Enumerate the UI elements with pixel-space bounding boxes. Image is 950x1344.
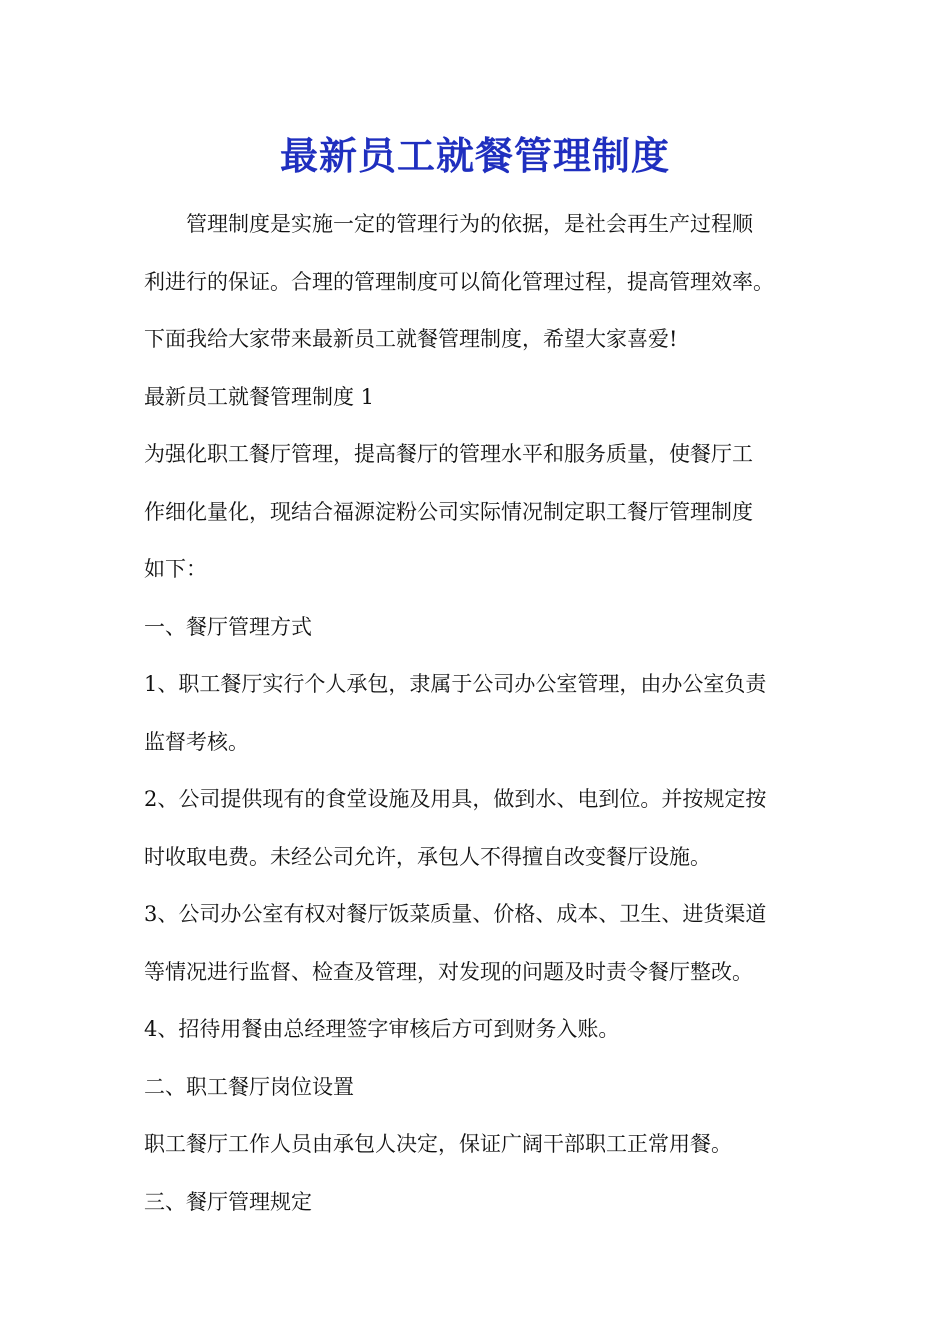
text-line: 为强化职工餐厅管理，提高餐厅的管理水平和服务质量，使餐厅工 [144,442,753,466]
list-item [144,886,814,1001]
list-item: 4、招待用餐由总经理签字审核后方可到财务入账。 [144,1017,620,1041]
text-line: 如下： [144,557,207,581]
text-line: 等情况进行监督、检查及管理，对发现的问题及时责令餐厅整改。 [144,959,753,984]
text-line: 职工餐厅工作人员由承包人决定，保证广阔干部职工正常用餐。 [144,1132,732,1156]
text-line: 2、公司提供现有的食堂设施及用具，做到水、电到位。并按规定按 [144,787,767,811]
text-line: 时收取电费。未经公司允许，承包人不得擅自改变餐厅设施。 [144,844,711,869]
text-line: 作细化量化，现结合福源淀粉公司实际情况制定职工餐厅管理制度 [144,499,753,524]
text-line: 下面我给大家带来最新员工就餐管理制度，希望大家喜爱! [144,327,678,351]
section-heading: 三、餐厅管理规定 [144,1189,312,1214]
intro-paragraph [144,196,814,369]
document-body [144,196,814,1231]
list-item [144,771,814,886]
section-heading: 一、餐厅管理方式 [144,614,312,639]
purpose-paragraph [144,426,814,599]
document-title: 最新员工就餐管理制度 [279,133,670,178]
section-heading: 最新员工就餐管理制度 1 [144,384,375,409]
text-line: 监督考核。 [144,729,249,754]
section-heading: 二、职工餐厅岗位设置 [144,1074,354,1099]
text-line: 1、职工餐厅实行个人承包，隶属于公司办公室管理，由办公室负责 [144,672,767,696]
list-item [144,656,814,771]
text-line: 管理制度是实施一定的管理行为的依据，是社会再生产过程顺 [186,212,753,236]
text-line: 利进行的保证。合理的管理制度可以简化管理过程，提高管理效率。 [144,269,774,294]
text-line: 3、公司办公室有权对餐厅饭菜质量、价格、成本、卫生、进货渠道 [144,902,767,926]
